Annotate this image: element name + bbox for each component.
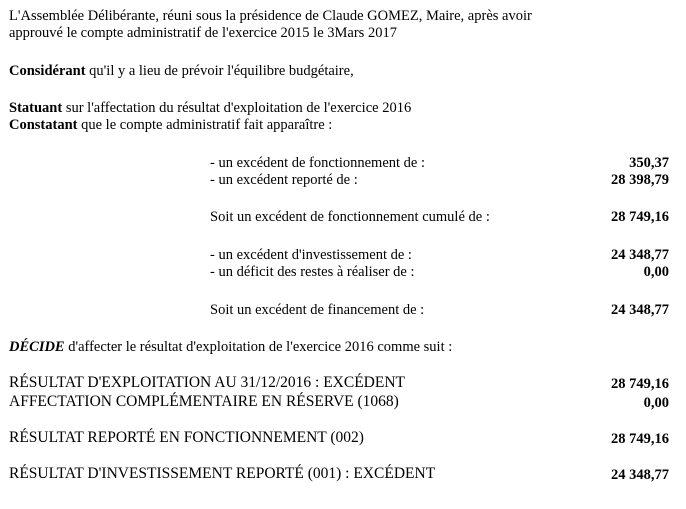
- excedent-reporte-value: 28 398,79: [611, 172, 669, 188]
- resultat-exploitation-label: RÉSULTAT D'EXPLOITATION AU 31/12/2016 : EXCÉDENT: [9, 374, 405, 391]
- statuant-keyword: Statuant: [9, 100, 63, 116]
- resultat-exploitation-value: 28 749,16: [611, 376, 669, 392]
- financement-label: Soit un excédent de financement de :: [210, 302, 425, 318]
- decide-paragraph: [9, 339, 452, 355]
- affectation-reserve-value: 0,00: [643, 395, 669, 411]
- resultat-reporte-value: 28 749,16: [611, 431, 669, 447]
- fonctionnement-cumul-label: Soit un excédent de fonctionnement cumulé de :: [210, 209, 490, 225]
- constatant-text: que le compte administratif fait apparaître :: [77, 117, 333, 133]
- excedent-reporte-label: - un excédent reporté de :: [210, 172, 358, 188]
- resultat-reporte-label: RÉSULTAT REPORTÉ EN FONCTIONNEMENT (002): [9, 429, 364, 446]
- fonctionnement-cumul-value: 28 749,16: [611, 209, 669, 225]
- deficit-restes-value: 0,00: [643, 264, 669, 280]
- excedent-fonctionnement-value: 350,37: [629, 155, 669, 171]
- intro-line-2: approuvé le compte administratif de l'exercice 2015 le 3Mars 2017: [9, 25, 397, 41]
- resultat-investissement-value: 24 348,77: [611, 467, 669, 483]
- excedent-investissement-label: - un excédent d'investissement de :: [210, 247, 412, 263]
- intro-line-1: L'Assemblée Délibérante, réuni sous la présidence de Claude GOMEZ, Maire, après avoir: [9, 8, 532, 24]
- statuant-text: sur l'affectation du résultat d'exploitation de l'exercice 2016: [62, 100, 412, 116]
- excedent-investissement-value: 24 348,77: [611, 247, 669, 263]
- deficit-restes-label: - un déficit des restes à réaliser de :: [210, 264, 415, 280]
- financement-value: 24 348,77: [611, 302, 669, 318]
- decide-text: d'affecter le résultat d'exploitation de l'exercice 2016 comme suit :: [64, 339, 453, 355]
- constatant-paragraph: [9, 117, 332, 133]
- considerant-keyword: Considérant: [9, 63, 86, 79]
- statuant-paragraph: [9, 100, 411, 116]
- considerant-paragraph: [9, 63, 354, 79]
- considerant-text: qu'il y a lieu de prévoir l'équilibre budgétaire,: [85, 63, 354, 79]
- excedent-fonctionnement-label: - un excédent de fonctionnement de :: [210, 155, 426, 171]
- constatant-keyword: Constatant: [9, 117, 78, 133]
- resultat-investissement-label: RÉSULTAT D'INVESTISSEMENT REPORTÉ (001) : EXCÉDENT: [9, 465, 436, 482]
- decide-keyword: DÉCIDE: [9, 339, 65, 355]
- affectation-reserve-label: AFFECTATION COMPLÉMENTAIRE EN RÉSERVE (1068): [9, 393, 399, 410]
